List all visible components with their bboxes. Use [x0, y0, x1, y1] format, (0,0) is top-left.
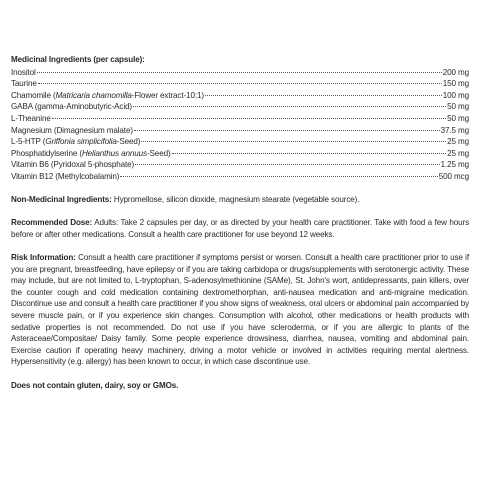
ingredient-row — [11, 113, 469, 125]
ingredient-name-text: Vitamin B6 (Pyridoxal 5-phosphate) — [11, 160, 135, 170]
ingredient-botanical-name: Helianthus annuus — [81, 148, 147, 158]
ingredient-name-text: Inositol — [11, 67, 36, 77]
dot-leader — [141, 141, 446, 142]
ingredient-name-suffix: -Seed) — [146, 148, 171, 158]
allergen-statement: Does not contain gluten, dairy, soy or GMOs. — [11, 380, 179, 390]
ingredient-name-text: Phosphatidylserine ( — [11, 148, 82, 158]
ingredient-amount: 50 mg — [447, 113, 469, 123]
ingredient-row — [11, 159, 469, 171]
ingredient-row — [11, 90, 469, 102]
dot-leader — [133, 106, 446, 107]
ingredient-name — [11, 125, 133, 137]
ingredient-row — [11, 78, 469, 90]
non-medicinal-ingredients — [11, 194, 469, 206]
ingredient-name — [11, 148, 171, 160]
ingredient-name-text: L-Theanine — [11, 113, 51, 123]
ingredient-amount: 25 mg — [447, 148, 469, 158]
risk-information-label: Risk Information: — [11, 253, 76, 263]
dot-leader — [134, 130, 440, 131]
ingredient-name — [11, 67, 36, 79]
recommended-dose-label: Recommended Dose: — [11, 218, 93, 228]
ingredient-row — [11, 136, 469, 148]
ingredient-name — [11, 171, 119, 183]
ingredient-amount: 50 mg — [447, 102, 469, 112]
risk-information-text: Consult a health care practitioner if symptoms persist or worsen. Consult a health care practitioner prior to use if you are pregnant, breastfeeding, have epilepsy or if you are taking carbidopa or drugs/supplements with serotonergic activity. These may include, but are not limited to, L-tryptophan, S-adenosylmethionine (SAMe), St. John's wort, antidepressants, pain killers, over the counter cough and cold medication containing dextromethorphan, anti-nausea medication and anti-migraine medication. Discontinue use and consult a health care practitioner if you show signs of weakness, oral ulcers or abdominal pain accompanied by severe muscle pain, or if you experience skin changes. Consumption with alcohol, other medications or health products with sedative properties is not recommended. Do not use if you have scleroderma, or if you are allergic to plants of the Asteraceae/Compositae/ Daisy family. Some people experience drowsiness, diarrhea, nausea, vomiting and abdominal pain. Exercise caution if operating heavy machinery, driving a motor vehicle or involved in activities requiring mental alertness. Hypersensitivity (e.g. allergy) has been known to occur, in which case discontinue use. — [11, 253, 469, 367]
ingredient-name-text: Chamomile ( — [11, 90, 56, 100]
medicinal-ingredients-heading: Medicinal Ingredients (per capsule): — [11, 55, 145, 64]
ingredient-name-suffix: -Seed) — [116, 137, 141, 147]
ingredient-name — [11, 78, 37, 90]
ingredient-row — [11, 101, 469, 113]
ingredient-row — [11, 67, 469, 79]
ingredient-name-text: GABA (gamma-Aminobutyric-Acid) — [11, 102, 132, 112]
ingredients-list — [11, 67, 469, 183]
ingredient-name-text: L-5-HTP ( — [11, 137, 46, 147]
ingredient-name-text: Vitamin B12 (Methylcobalamin) — [11, 171, 120, 181]
ingredient-row — [11, 125, 469, 137]
ingredient-name — [11, 136, 140, 148]
ingredient-amount: 100 mg — [442, 90, 469, 100]
ingredient-row — [11, 171, 469, 183]
ingredient-name — [11, 101, 132, 113]
ingredient-amount: 500 mcg — [438, 171, 469, 181]
ingredient-amount: 1.25 mg — [440, 160, 469, 170]
ingredient-name — [11, 90, 204, 102]
non-medicinal-label: Non-Medicinal Ingredients: — [11, 195, 112, 205]
ingredient-name-text: Taurine — [11, 79, 37, 89]
dot-leader — [205, 95, 442, 96]
dot-leader — [52, 118, 446, 119]
dot-leader — [172, 153, 447, 154]
ingredient-name — [11, 113, 51, 125]
ingredient-name — [11, 159, 134, 171]
ingredient-amount: 37.5 mg — [440, 125, 469, 135]
ingredient-name-suffix: -Flower extract-10:1) — [131, 90, 204, 100]
ingredient-botanical-name: Griffonia simplicifolia — [45, 137, 117, 147]
dot-leader — [38, 83, 442, 84]
recommended-dose-text: Adults: Take 2 capsules per day, or as directed by your health care practitioner. Take with food a few hours before or after other medications. Consult a health care practitioner for use beyond 12 weeks. — [11, 218, 470, 239]
non-medicinal-text: Hypromellose, silicon dioxide, magnesium stearate (vegetable source). — [111, 195, 360, 205]
ingredient-name-text: Magnesium (Dimagnesium malate) — [11, 125, 133, 135]
risk-information — [11, 252, 469, 368]
ingredient-row — [11, 148, 469, 160]
dot-leader — [37, 72, 442, 73]
dot-leader — [120, 176, 437, 177]
ingredient-amount: 200 mg — [442, 67, 469, 77]
ingredient-amount: 150 mg — [442, 79, 469, 89]
recommended-dose — [11, 217, 469, 240]
ingredient-botanical-name: Matricaria chamomilla — [55, 90, 132, 100]
dot-leader — [135, 164, 440, 165]
ingredient-amount: 25 mg — [447, 137, 469, 147]
